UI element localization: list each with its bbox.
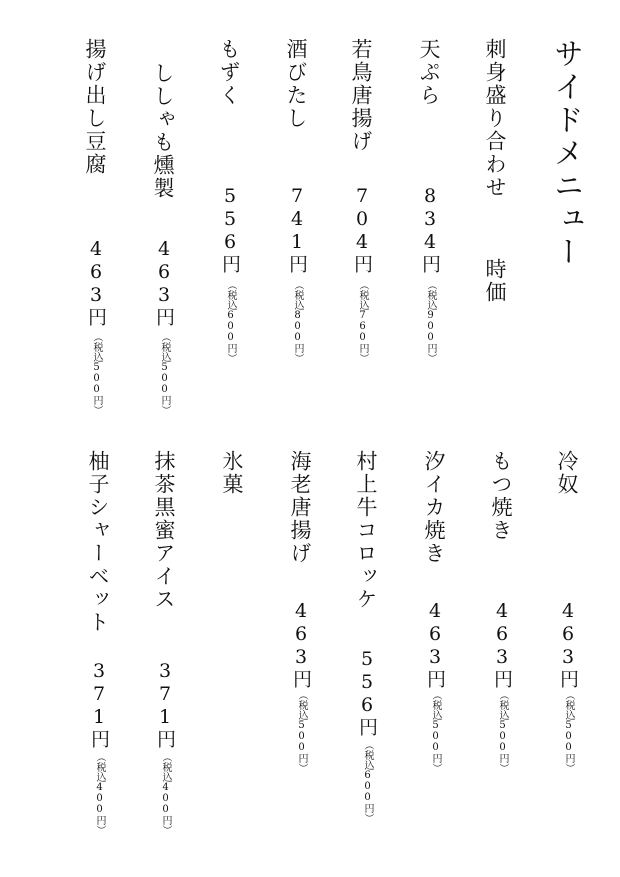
item-tax-yuzu-sherbet: （税込400円） (94, 752, 105, 835)
item-tax-motsuyaki: （税込500円） (497, 690, 508, 773)
item-name-yuzu-sherbet: 柚子シャーベット (86, 450, 110, 634)
item-tax-korokke: （税込600円） (362, 740, 373, 823)
item-name-karaage: 若鳥唐揚げ (349, 38, 373, 153)
item-name-tempura: 天ぷら (417, 38, 441, 107)
item-name-ikayaki: 汐イカ焼き (422, 450, 446, 565)
item-name-mozuku: もずく (217, 38, 241, 107)
item-tax-sakebitashi: （税込800円） (292, 280, 303, 363)
item-name-sashimi: 刺身盛り合わせ (483, 38, 507, 199)
item-price-motsuyaki: 463円 (491, 600, 513, 689)
item-price-sashimi: 時価 (483, 258, 507, 304)
item-tax-matcha-ice: （税込400円） (160, 752, 171, 835)
item-price-shishamo: 463円 (153, 238, 175, 327)
item-price-ikayaki: 463円 (424, 600, 446, 689)
item-tax-karaage: （税込760円） (357, 280, 368, 363)
item-price-hiyayakko: 463円 (557, 600, 579, 689)
item-name-ebikaraage: 海老唐揚げ (288, 450, 312, 565)
item-price-tempura: 834円 (419, 185, 441, 274)
item-tax-ikayaki: （税込500円） (430, 690, 441, 773)
item-tax-ebikaraage: （税込500円） (296, 690, 307, 773)
item-price-ebikaraage: 463円 (290, 600, 312, 689)
item-price-karaage: 704円 (351, 185, 373, 274)
item-name-hyoka: 氷菓 (220, 450, 244, 496)
item-name-shishamo: ししゃも燻製 (151, 62, 175, 200)
item-price-mozuku: 556円 (219, 185, 241, 274)
item-tax-tempura: （税込900円） (425, 280, 436, 363)
item-name-matcha-ice: 抹茶黒蜜アイス (152, 450, 176, 611)
item-price-matcha-ice: 371円 (154, 660, 176, 749)
item-tax-shishamo: （税込500円） (159, 332, 170, 415)
menu-title: サイドメニュー (548, 38, 583, 269)
item-name-sakebitashi: 酒びたし (284, 38, 308, 130)
item-name-motsuyaki: もつ焼き (489, 450, 513, 542)
item-name-hiyayakko: 冷奴 (555, 450, 579, 496)
item-price-yuzu-sherbet: 371円 (88, 660, 110, 749)
item-tax-agedashi: （税込500円） (91, 332, 102, 415)
item-price-korokke: 556円 (356, 648, 378, 737)
item-tax-hiyayakko: （税込500円） (563, 690, 574, 773)
item-name-korokke: 村上牛コロッケ (354, 450, 378, 611)
item-tax-mozuku: （税込600円） (225, 280, 236, 363)
item-name-agedashi: 揚げ出し豆腐 (83, 38, 107, 176)
item-price-agedashi: 463円 (85, 238, 107, 327)
item-price-sakebitashi: 741円 (286, 185, 308, 274)
